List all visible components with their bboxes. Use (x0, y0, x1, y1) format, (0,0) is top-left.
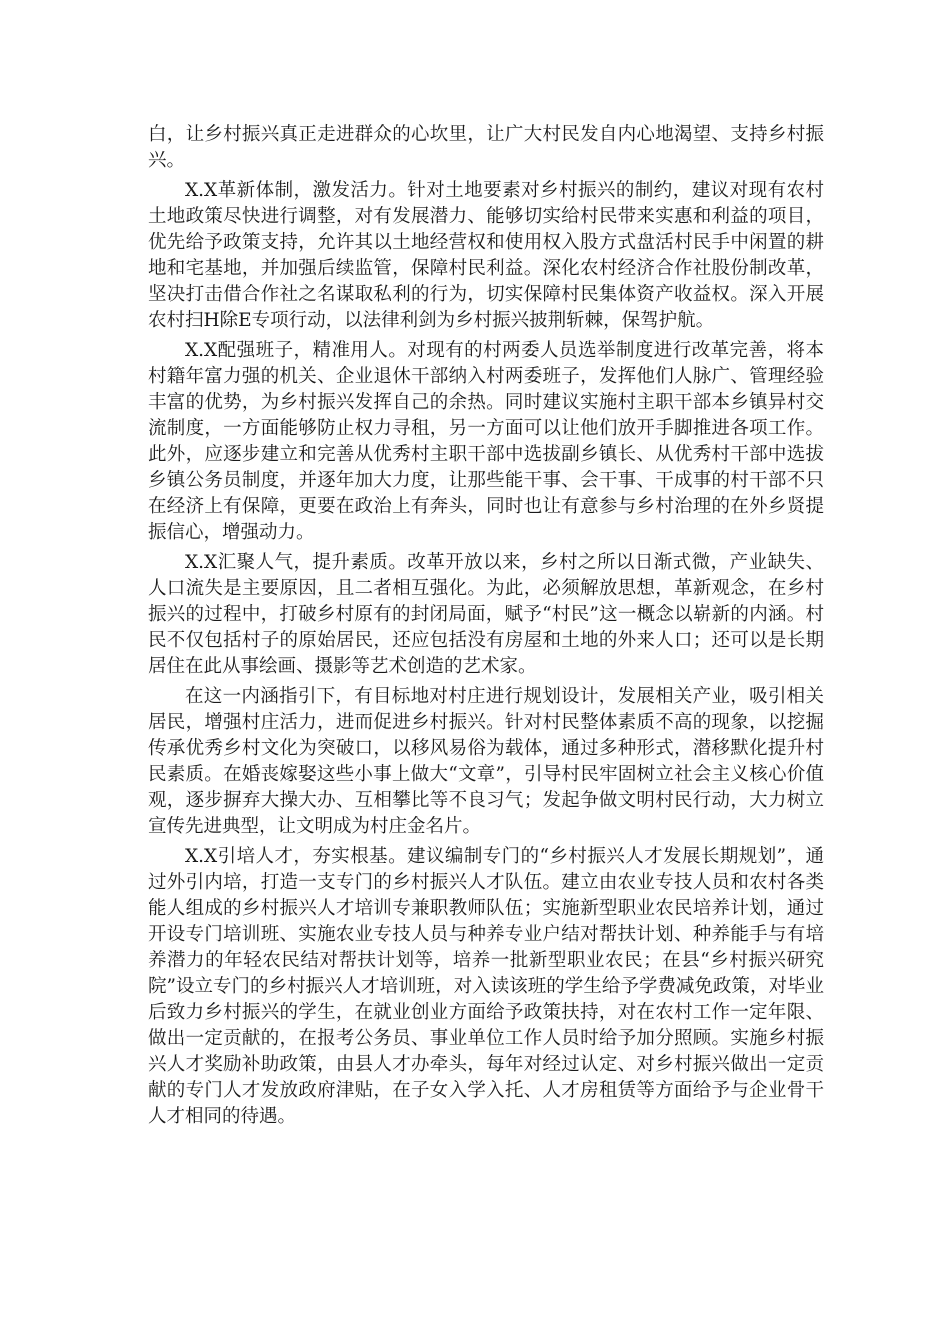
paragraph-reform-system: X.X革新体制，激发活力。针对土地要素对乡村振兴的制约，建议对现有农村土地政策尽快进行调整，对有发展潜力、能够切实给村民带来实惠和利益的项目，优先给予政策支持，允许其以土地经营权和使用权入股方式盘活村民手中闲置的耕地和宅基地，并加强后续监管，保障村民利益。深化农村经济合作社股份制改革，坚决打击借合作社之名谋取私利的行为，切实保障村民集体资产收益权。深入开展农村扫H除E专项行动，以法律利剑为乡村振兴披荆斩棘，保驾护航。 (148, 180, 824, 331)
document-body (148, 122, 824, 1134)
paragraph-talent-cultivation: X.X引培人才，夯实根基。建议编制专门的“乡村振兴人才发展长期规划”，通过外引内培，打造一支专门的乡村振兴人才队伍。建立由农业专技人员和农村各类能人组成的乡村振兴人才培训专兼职教师队伍；实施新型职业农民培养计划，通过开设专门培训班、实施农业专技人员与种养专业户结对帮扶计划、种养能手与有培养潜力的年轻农民结对帮扶计划等，培养一批新型职业农民；在县“乡村振兴研究院”设立专门的乡村振兴人才培训班，对入读该班的学生给予学费减免政策，对毕业后致力乡村振兴的学生，在就业创业方面给予政策扶持，对在农村工作一定年限、做出一定贡献的，在报考公务员、事业单位工作人员时给予加分照顾。实施乡村振兴人才奖励补助政策，由县人才办牵头，每年对经过认定、对乡村振兴做出一定贡献的专门人才发放政府津贴，在子女入学入托、人才房租赁等方面给予与企业骨干人才相同的待遇。 (148, 846, 824, 1127)
paragraph-gather-popularity: X.X汇聚人气，提升素质。改革开放以来，乡村之所以日渐式微，产业缺失、人口流失是主要原因，且二者相互强化。为此，必须解放思想，革新观念，在乡村振兴的过程中，打破乡村原有的封闭局面，赋予“村民”这一概念以崭新的内涵。村民不仅包括村子的原始居民，还应包括没有房屋和土地的外来人口；还可以是长期居住在此从事绘画、摄影等艺术创造的艺术家。 (148, 552, 824, 677)
paragraph-strengthen-team: X.X配强班子，精准用人。对现有的村两委人员选举制度进行改革完善，将本村籍年富力强的机关、企业退休干部纳入村两委班子，发挥他们人脉广、管理经验丰富的优势，为乡村振兴发挥自己的余热。同时建议实施村主职干部本乡镇异村交流制度，一方面能够防止权力寻租，另一方面可以让他们放开手脚推进各项工作。此外，应逐步建立和完善从优秀村主职干部中选拔副乡镇长、从优秀村干部中选拔乡镇公务员制度，并逐年加大力度，让那些能干事、会干事、干成事的村干部不只在经济上有保障，更要在政治上有奔头，同时也让有意参与乡村治理的在外乡贤提振信心，增强动力。 (148, 340, 824, 543)
paragraph-planning-guidance: 在这一内涵指引下，有目标地对村庄进行规划设计，发展相关产业，吸引相关居民，增强村庄活力，进而促进乡村振兴。针对村民整体素质不高的现象，以挖掘传承优秀乡村文化为突破口，以移风易俗为载体，通过多种形式，潜移默化提升村民素质。在婚丧嫁娶这些小事上做大“文章”，引导村民牢固树立社会主义核心价值观，逐步摒弃大操大办、互相攀比等不良习气；发起争做文明村民行动，大力树立宣传先进典型，让文明成为村庄金名片。 (148, 686, 824, 837)
paragraph-continuation: 白，让乡村振兴真正走进群众的心坎里，让广大村民发自内心地渴望、支持乡村振兴。 (148, 124, 824, 171)
